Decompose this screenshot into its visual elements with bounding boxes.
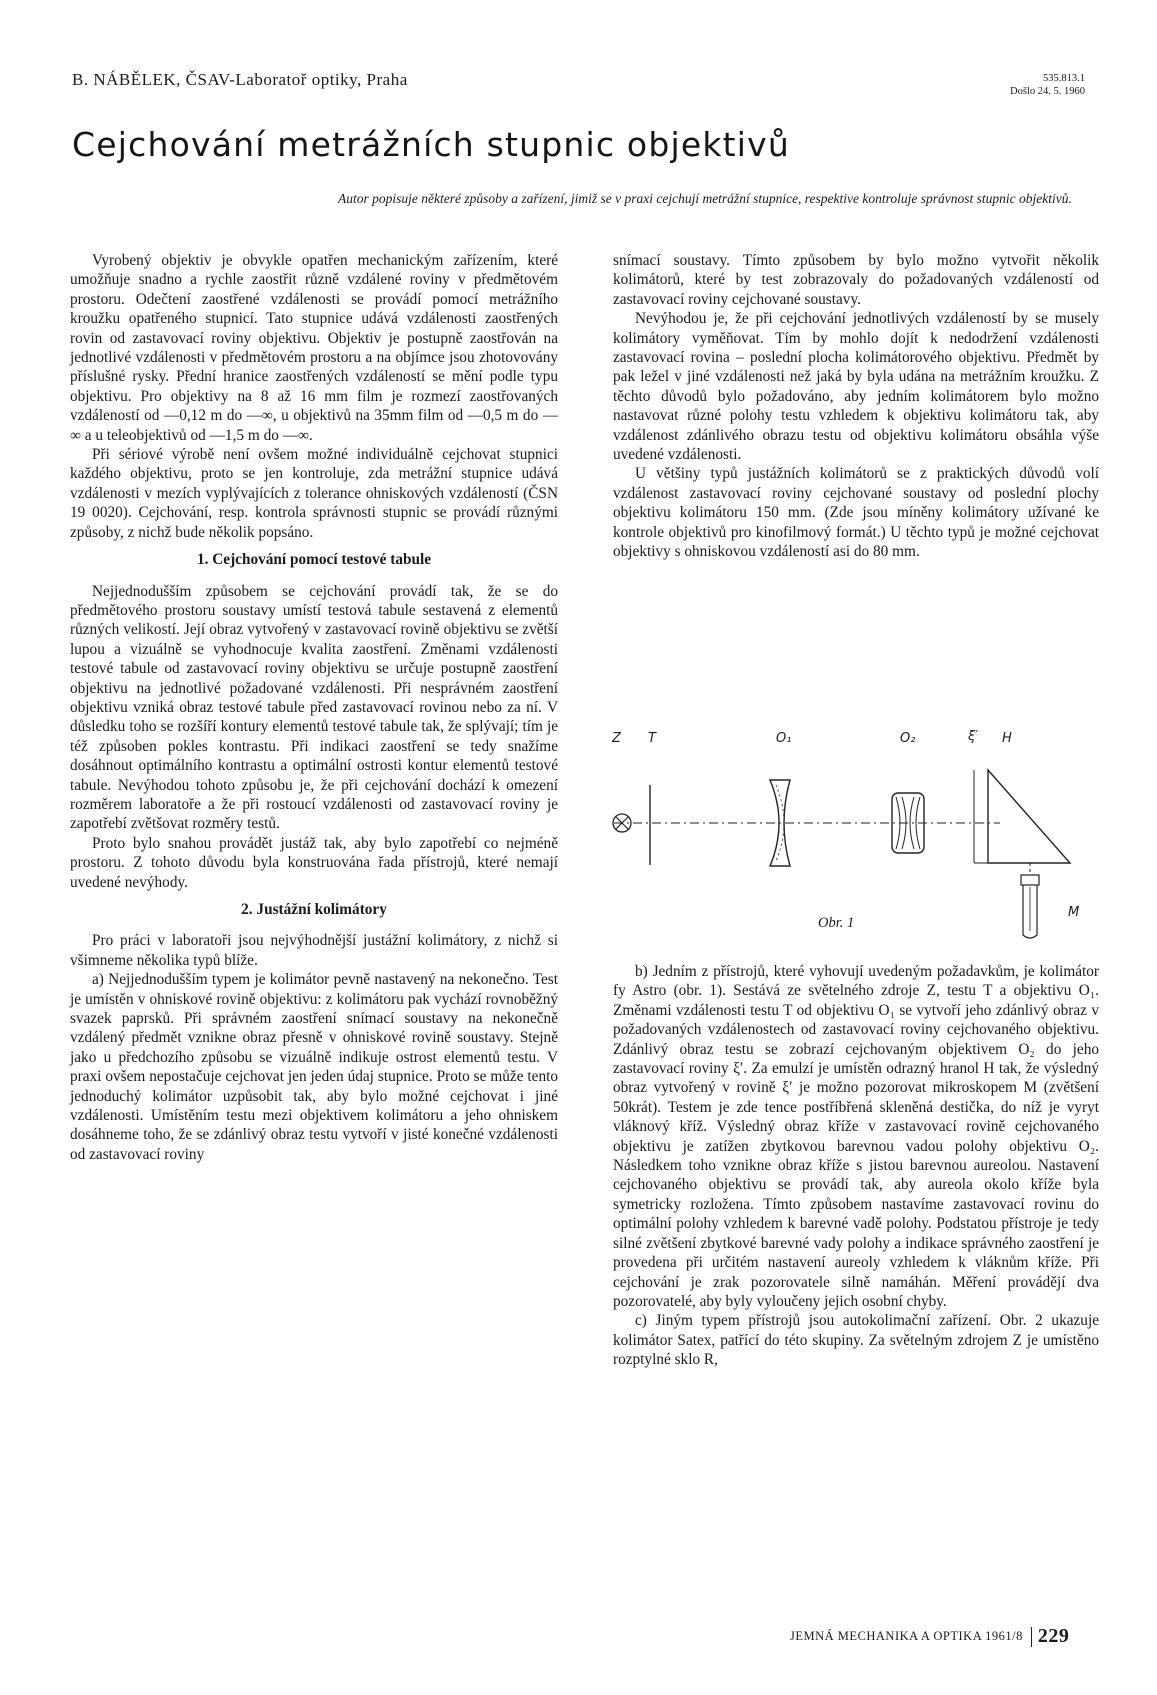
microscope	[1021, 875, 1039, 885]
paragraph: Nevýhodou je, že při cejchování jednotlivých vzdáleností by se musely kolimátory vyměňovat. Tím by mohlo dojít k nedodržení vzdálenosti zastavovací rovina – poslední plocha kolimátorového objektivu. Předmět by pak ležel v jiné vzdálenosti než jaká by byla udána na metrážním kroužku. Z těchto důvodů bylo požadováno, aby jedním kolimátorem bylo možno nastavovat různé polohy testu vzhledem k objektivu kolimátoru tak, aby vzdálenost zdánlivého obrazu testu od objektivu kolimátoru obsáhla výše uvedené vzdálenosti.	[613, 310, 1099, 464]
section-heading: 2. Justážní kolimátory	[241, 901, 387, 918]
article-title: Cejchování metrážních stupnic objektivů	[72, 125, 790, 164]
figure-collimator-diagram	[600, 729, 1100, 950]
left-column	[70, 251, 558, 1164]
classification-block	[960, 72, 1085, 98]
paragraph: c) Jiným typem přístrojů jsou autokolimační zařízení. Obr. 2 ukazuje kolimátor Satex, patřící do této skupiny. Za světelným zdrojem Z je umístěno rozptylné sklo R,	[613, 1312, 1099, 1369]
label-m: M	[1068, 905, 1080, 920]
udc-number: 535.813.1	[1043, 73, 1085, 84]
label-t: T	[648, 731, 656, 746]
label-o2: O₂	[900, 731, 916, 746]
paragraph: Nejjednodušším způsobem se cejchování provádí tak, že se do předmětového prostoru soustavy umístí testová tabule sestavená z elementů různých velikostí. Její obraz vytvořený v zastavovací rovině objektivu se zvětší lupou a vizuálně se vyhodnocuje kvalita zaostření. Změnami vzdálenosti testové tabule od zastavovací roviny objektivu se určuje postupně zaostření objektivu na jednotlivé požadované vzdálenosti. Při nesprávném zaostření objektivu vzniká obraz testové tabule před zastavovací rovinou nebo za ní. V důsledku toho se rozšíří kontury elementů testové tabule tak, že splývají; tím je též způsoben pokles kontrastu. Při indikaci zaostření se tedy snažíme dosáhnout optimálního kontrastu a optimální ostrosti kontur elementů testové tabule. Nevýhodou tohoto způsobu je, že při cejchování dochází k omezení rozměrem laboratoře a že při rostoucí vzdálenosti od zastavovací roviny je zapotřebí zvětšovat rozměry testů.	[70, 582, 558, 833]
section-heading: 1. Cejchování pomocí testové tabule	[196, 551, 432, 569]
received-date: Došlo 24. 5. 1960	[1010, 86, 1085, 97]
paragraph: Proto bylo snahou provádět justáž tak, aby bylo zapotřebí co nejméně prostoru. Z tohoto důvodu byla konstruována řada přístrojů, které nemají uvedené nevýhody.	[70, 834, 558, 891]
paragraph: snímací soustavy. Tímto způsobem by bylo možno vytvořit několik kolimátorů, které by test zobrazovaly do požadovaných vzdáleností od zastavovací roviny cejchované soustavy.	[613, 252, 1099, 308]
reflecting-prism	[988, 770, 1070, 863]
paragraph: b) Jedním z přístrojů, které vyhovují uvedeným požadavkům, je kolimátor fy Astro (obr. 1). Sestává ze světelného zdroje Z, testu T a objektivu O₁. Změnami vzdálenosti testu T od objektivu O₁ se vytvoří jeho zdánlivý obraz v požadovaných vzdálenostech od zastavovací roviny cejchovaného objektivu. Zdánlivý obraz testu se zobrazí cejchovaným objektivem O₂ do jeho zastavovací roviny ξ′. Za emulzí je umístěn odrazný hranol H tak, že výsledný obraz vytvořený v rovině ξ′ je možno pozorovat mikroskopem M (zvětšení 50krát). Testem je zde tence postříbřená skleněná destička, do níž je vyryt vláknový kříž. Výsledný obraz kříže v zastavovací rovině cejchovaného objektivu je zatížen zbytkovou barevnou vadou polohy objektivu O₂. Následkem toho vznikne obraz kříže s jistou barevnou aureolou. Nastavení cejchovaného objektivu se provádí tak, aby aureola okolo kříže byla symetricky rozložena. Tímto způsobem nastavíme zastavovací rovinu do optimální polohy vzhledem k barevné vadě polohy. Podstatou přístroje je tedy silné zvětšení zbytkové barevné vady polohy a indikace správného zaostření je provedena při určitém nastavení aureoly vzhledem k vláknům kříže. Při cejchování je zrak pozorovatele silně namáhán. Měření provádějí dva pozorovatelé, aby byly vyloučeny jejich osobní chyby.	[613, 963, 1099, 1310]
right-column-top	[613, 251, 1099, 562]
journal-name: JEMNÁ MECHANIKA A OPTIKA 1961/8	[790, 1629, 1023, 1643]
paragraph: Pro práci v laboratoři jsou nejvýhodnější justážní kolimátory, z nichž si všimneme několika typů blíže.	[70, 932, 558, 969]
label-h: H	[1002, 731, 1012, 746]
label-xi: ξ′	[968, 729, 979, 744]
paragraph: U většiny typů justážních kolimátorů se z praktických důvodů volí vzdálenost zastavovací roviny cejchované soustavy od poslední plochy objektivu kolimátoru 150 mm. (Zde jsou míněny kolimátory užívané ke kontrole objektivů pro kinofilmový formát.) U těchto typů je možné cejchovat objektivy s ohniskovou vzdáleností asi do 80 mm.	[613, 465, 1099, 561]
paragraph: a) Nejjednodušším typem je kolimátor pevně nastavený na nekonečno. Test je umístěn v ohniskové rovině objektivu: z kolimátoru pak vychází rovnoběžný svazek paprsků. Při správném zaostření snímací soustavy na nekonečně vzdálený předmět vznikne obraz přesně v ohniskové rovině soustavy. Stejně jako u předchozího způsobu se vizuálně indikuje ostrost elementů testu. V praxi ovšem nepostačuje cejchovat jen jeden údaj stupnice. Proto se může tento jednoduchý kolimátor uzpůsobit tak, aby bylo možné cejchovat i jiné vzdálenosti. Umístěním testu mezi objektivem kolimátoru a jeho ohniskem dosáhneme toho, že se zdánlivý obraz testu vytvoří v jisté konečné vzdálenosti od zastavovací roviny	[70, 971, 558, 1163]
author-line: B. NÁBĚLEK, ČSAV-Laboratoř optiky, Praha	[72, 70, 408, 89]
right-column-bottom	[613, 962, 1099, 1370]
footer-separator	[1031, 1627, 1032, 1647]
paragraph: Při sériové výrobě není ovšem možné individuálně cejchovat stupnici každého objektivu, proto se jen kontroluje, zda metrážní stupnice udává vzdálenosti v mezích vyplývajících z tolerance ohniskových vzdáleností (ČSN 19 0020). Cejchování, resp. kontrola správnosti stupnic se provádí různými způsoby, z nichž bude několik popsáno.	[70, 446, 558, 541]
page-number: 229	[1037, 1625, 1070, 1647]
label-o1: O₁	[776, 731, 792, 746]
figure-caption: Obr. 1	[818, 915, 855, 931]
paragraph: Vyrobený objektiv je obvykle opatřen mechanickým zařízením, které umožňuje snadno a rychle zaostřit různě vzdálené roviny v předmětovém prostoru. Odečtení zaostřené vzdálenosti se provádí pomocí metrážního kroužku opatřeného stupnicí. Tato stupnice udává vzdálenosti zaostřených rovin od zastavovací roviny objektivu. Objektiv je postupně zaostřován na jednotlivé vzdálenosti v předmětovém prostoru a na objímce jsou zhotovovány příslušné rysky. Přední hranice zaostřených vzdáleností se mění podle typu objektivu. Pro objektivy na 8 až 16 mm film je rozmezí zaostřovaných vzdáleností od —0,12 m do —∞, u objektivů na 35mm film od —0,5 m do —∞ a u teleobjektivů od —1,5 m do —∞.	[70, 252, 558, 444]
abstract: Autor popisuje některé způsoby a zařízení, jimiž se v praxi cejchují metrážní stupnice, respektive kontroluje správnost stupnic objektivů.	[338, 191, 1072, 206]
label-z: Z	[612, 731, 621, 746]
page-footer	[790, 1625, 1069, 1648]
